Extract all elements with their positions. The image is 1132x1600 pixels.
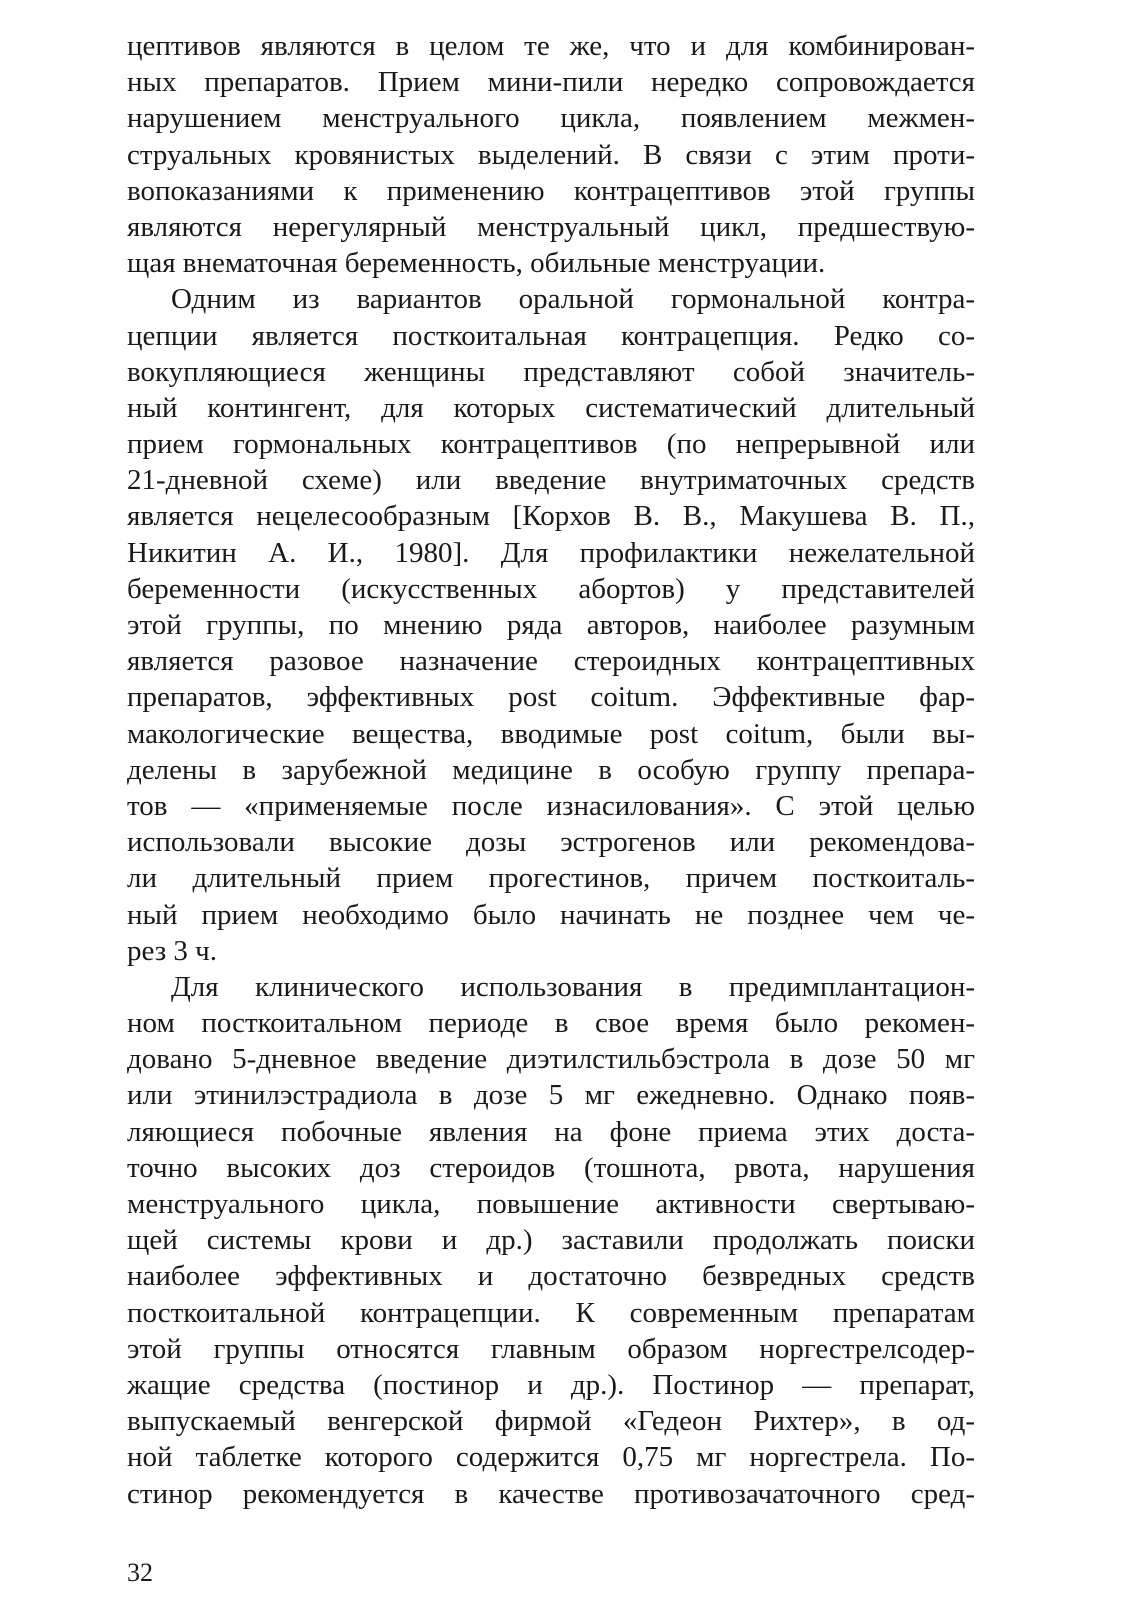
text-line: ляющиеся побочные явления на фоне приема этих доста- — [127, 1115, 975, 1148]
text-line: является нецелесообразным [Корхов В. В., Макушева В. П., — [127, 500, 975, 533]
text-line: является разовое назначение стероидных контрацептивных — [127, 645, 975, 678]
text-line: этой группы относятся главным образом норгестрелсодер- — [127, 1332, 975, 1365]
text-line: вопоказаниями к применению контрацептивов этой группы — [127, 174, 975, 207]
text-line: беременности (искусственных абортов) у представителей — [127, 572, 975, 605]
text-line: ли длительный прием прогестинов, причем посткоиталь- — [127, 862, 975, 895]
text-line: ном посткоитальном периоде в свое время было рекомен- — [127, 1007, 975, 1040]
text-line: Никитин А. И., 1980]. Для профилактики нежелательной — [127, 536, 975, 569]
text-line: ный контингент, для которых систематический длительный — [127, 391, 975, 424]
text-line: цептивов являются в целом те же, что и для комбинирован- — [127, 30, 975, 62]
text-line: наиболее эффективных и достаточно безвредных средств — [127, 1260, 975, 1293]
text-line: Одним из вариантов оральной гормональной контра- — [171, 283, 975, 316]
paragraph — [127, 281, 975, 969]
text-line: менструального цикла, повышение активности свертываю- — [127, 1188, 975, 1220]
text-line: рез 3 ч. — [127, 934, 218, 967]
text-line: посткоитальной контрацепции. К современным препаратам — [127, 1296, 975, 1329]
text-line: прием гормональных контрацептивов (по непрерывной или — [127, 428, 975, 461]
text-line: макологические вещества, вводимые post coitum, были вы- — [127, 717, 975, 750]
text-line: 21-дневной схеме) или введение внутриматочных средств — [127, 464, 975, 497]
text-line: цепции является посткоитальная контрацепция. Редко со- — [127, 319, 975, 352]
text-line: довано 5-дневное введение диэтилстильбэстрола в дозе 50 мг — [127, 1043, 975, 1076]
text-line: или этинилэстрадиола в дозе 5 мг ежедневно. Однако появ- — [127, 1079, 975, 1112]
page-number: 32 — [127, 1558, 153, 1587]
text-line: этой группы, по мнению ряда авторов, наиболее разумным — [127, 609, 975, 641]
text-line: являются нерегулярный менструальный цикл, предшествую- — [127, 210, 975, 243]
text-line: струальных кровянистых выделений. В связи с этим проти- — [127, 138, 975, 171]
paragraph — [127, 969, 975, 1512]
text-line: ных препаратов. Прием мини-пили нередко сопровождается — [127, 66, 975, 99]
text-line: нарушением менструального цикла, появлением межмен- — [127, 102, 975, 135]
text-line: тов — «применяемые после изнасилования». С этой целью — [127, 789, 975, 822]
text-line: ной таблетке которого содержится 0,75 мг норгестрела. По- — [127, 1441, 975, 1474]
text-line: выпускаемый венгерской фирмой «Гедеон Рихтер», в од- — [127, 1405, 975, 1438]
text-line: точно высоких доз стероидов (тошнота, рвота, нарушения — [127, 1151, 975, 1184]
text-line: Для клинического использования в предимплантацион- — [171, 970, 975, 1003]
text-line: вокупляющиеся женщины представляют собой значитель- — [127, 355, 975, 388]
text-line: использовали высокие дозы эстрогенов или рекомендова- — [127, 826, 975, 859]
text-line: щая внематочная беременность, обильные менструации. — [127, 247, 826, 280]
text-line: щей системы крови и др.) заставили продолжать поиски — [127, 1224, 975, 1257]
text-line: стинор рекомендуется в качестве противозачаточного сред- — [127, 1477, 975, 1510]
text-line: ный прием необходимо было начинать не позднее чем че- — [127, 898, 975, 931]
text-line: препаратов, эффективных post coitum. Эффективные фар- — [127, 681, 975, 714]
paragraph — [127, 28, 975, 281]
text-line: делены в зарубежной медицине в особую группу препара- — [127, 753, 975, 786]
body-text — [127, 28, 975, 1512]
text-line: жащие средства (постинор и др.). Постинор — препарат, — [127, 1368, 975, 1401]
